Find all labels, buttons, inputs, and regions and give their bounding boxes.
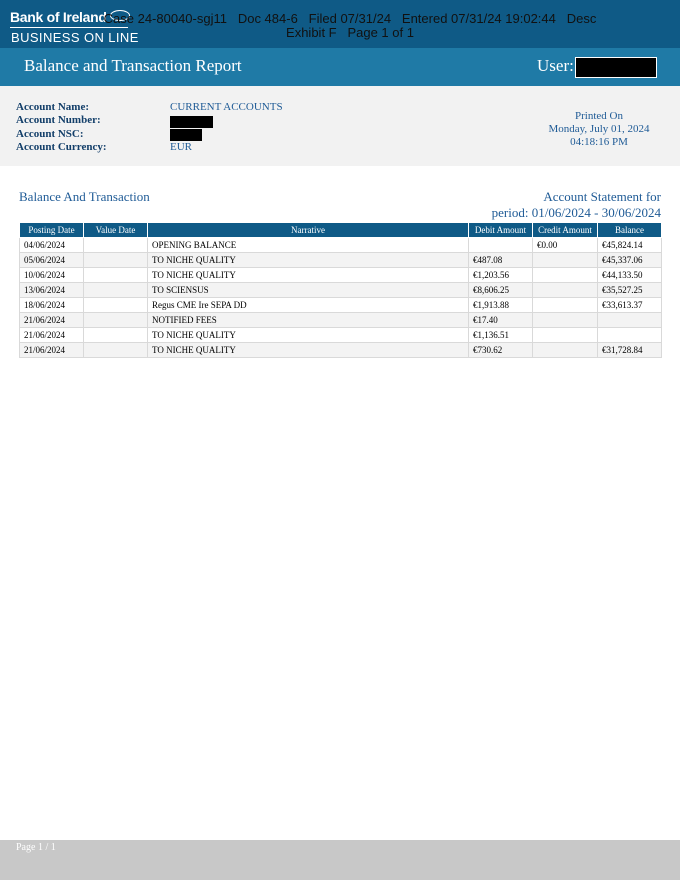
cell-credit <box>533 298 598 313</box>
statement-period-line-1: Account Statement for <box>543 189 661 204</box>
cell-narrative: OPENING BALANCE <box>148 238 469 253</box>
cell-posting-date: 05/06/2024 <box>20 253 84 268</box>
cell-credit <box>533 313 598 328</box>
column-header-debit-amount: Debit Amount <box>469 223 533 238</box>
table-header-row <box>20 223 662 238</box>
table-row <box>20 283 662 298</box>
cell-value-date <box>84 298 148 313</box>
account-currency-label: Account Currency: <box>16 141 107 153</box>
cell-debit: €1,913.88 <box>469 298 533 313</box>
cell-debit <box>469 238 533 253</box>
table-row <box>20 298 662 313</box>
cell-value-date <box>84 313 148 328</box>
cell-credit <box>533 253 598 268</box>
cell-value-date <box>84 253 148 268</box>
account-currency-value: EUR <box>170 141 192 153</box>
cell-posting-date: 10/06/2024 <box>20 268 84 283</box>
cell-debit: €1,203.56 <box>469 268 533 283</box>
account-info-panel <box>0 86 680 166</box>
account-name-label: Account Name: <box>16 101 90 113</box>
cell-narrative: NOTIFIED FEES <box>148 313 469 328</box>
cell-value-date <box>84 238 148 253</box>
column-header-credit-amount: Credit Amount <box>533 223 598 238</box>
cell-narrative: TO NICHE QUALITY <box>148 328 469 343</box>
stamp-page: Page 1 of 1 <box>347 25 414 40</box>
stamp-desc: Desc <box>566 11 597 26</box>
cell-value-date <box>84 343 148 358</box>
page-number: Page 1 / 1 <box>16 842 56 853</box>
cell-posting-date: 21/06/2024 <box>20 343 84 358</box>
table-row <box>20 238 662 253</box>
account-nsc-redacted <box>170 129 202 141</box>
cell-posting-date: 04/06/2024 <box>20 238 84 253</box>
stamp-entered: Entered 07/31/24 19:02:44 <box>401 11 556 26</box>
cell-narrative: Regus CME Ire SEPA DD <box>148 298 469 313</box>
printed-on-label: Printed On <box>575 110 623 122</box>
user-label: User: <box>537 56 574 75</box>
table-row <box>20 253 662 268</box>
table-row <box>20 268 662 283</box>
account-nsc-label: Account NSC: <box>16 128 84 140</box>
stamp-doc: Doc 484-6 <box>237 11 298 26</box>
cell-narrative: TO NICHE QUALITY <box>148 343 469 358</box>
stamp-exhibit: Exhibit F <box>286 25 337 40</box>
cell-balance: €33,613.37 <box>598 298 662 313</box>
cell-value-date <box>84 283 148 298</box>
cell-debit: €1,136.51 <box>469 328 533 343</box>
cell-credit: €0.00 <box>533 238 598 253</box>
statement-period-line-2: period: 01/06/2024 - 30/06/2024 <box>491 205 661 220</box>
cell-posting-date: 21/06/2024 <box>20 313 84 328</box>
statement-period <box>492 189 661 221</box>
stamp-line-1 <box>80 12 620 26</box>
transactions-table <box>19 222 662 358</box>
printed-date: Monday, July 01, 2024 <box>548 123 650 135</box>
cell-narrative: TO SCIENSUS <box>148 283 469 298</box>
column-header-posting-date: Posting Date <box>20 223 84 238</box>
cell-credit <box>533 268 598 283</box>
account-name-value: CURRENT ACCOUNTS <box>170 101 283 113</box>
cell-value-date <box>84 268 148 283</box>
cell-debit: €487.08 <box>469 253 533 268</box>
column-header-balance: Balance <box>598 223 662 238</box>
stamp-filed: Filed 07/31/24 <box>308 11 392 26</box>
section-title: Balance And Transaction <box>19 189 150 204</box>
cell-balance: €35,527.25 <box>598 283 662 298</box>
cell-balance <box>598 328 662 343</box>
cell-value-date <box>84 328 148 343</box>
cell-balance: €45,337.06 <box>598 253 662 268</box>
column-header-value-date: Value Date <box>84 223 148 238</box>
cell-debit: €17.40 <box>469 313 533 328</box>
cell-narrative: TO NICHE QUALITY <box>148 268 469 283</box>
cell-credit <box>533 343 598 358</box>
table-row <box>20 343 662 358</box>
stamp-line-2 <box>80 26 620 40</box>
report-title: Balance and Transaction Report <box>24 56 242 75</box>
cell-credit <box>533 328 598 343</box>
cell-balance <box>598 313 662 328</box>
column-header-narrative: Narrative <box>148 223 469 238</box>
cell-balance: €45,824.14 <box>598 238 662 253</box>
bank-header <box>0 0 680 48</box>
stamp-case: Case 24-80040-sgj11 <box>103 11 227 26</box>
account-number-redacted <box>170 116 213 128</box>
page-footer <box>0 840 680 880</box>
cell-debit: €730.62 <box>469 343 533 358</box>
table-row <box>20 313 662 328</box>
cell-posting-date: 13/06/2024 <box>20 283 84 298</box>
account-number-label: Account Number: <box>16 114 101 126</box>
cell-balance: €44,133.50 <box>598 268 662 283</box>
cell-credit <box>533 283 598 298</box>
cell-posting-date: 21/06/2024 <box>20 328 84 343</box>
cell-debit: €8,606.25 <box>469 283 533 298</box>
table-row <box>20 328 662 343</box>
cell-narrative: TO NICHE QUALITY <box>148 253 469 268</box>
cell-posting-date: 18/06/2024 <box>20 298 84 313</box>
user-name-redacted <box>575 57 657 78</box>
court-filing-stamp <box>80 12 620 40</box>
bank-logo-subtitle: BUSINESS ON LINE <box>11 30 139 45</box>
printed-time: 04:18:16 PM <box>570 136 628 148</box>
bank-logo-name: Bank of Ireland <box>10 9 107 25</box>
cell-balance: €31,728.84 <box>598 343 662 358</box>
